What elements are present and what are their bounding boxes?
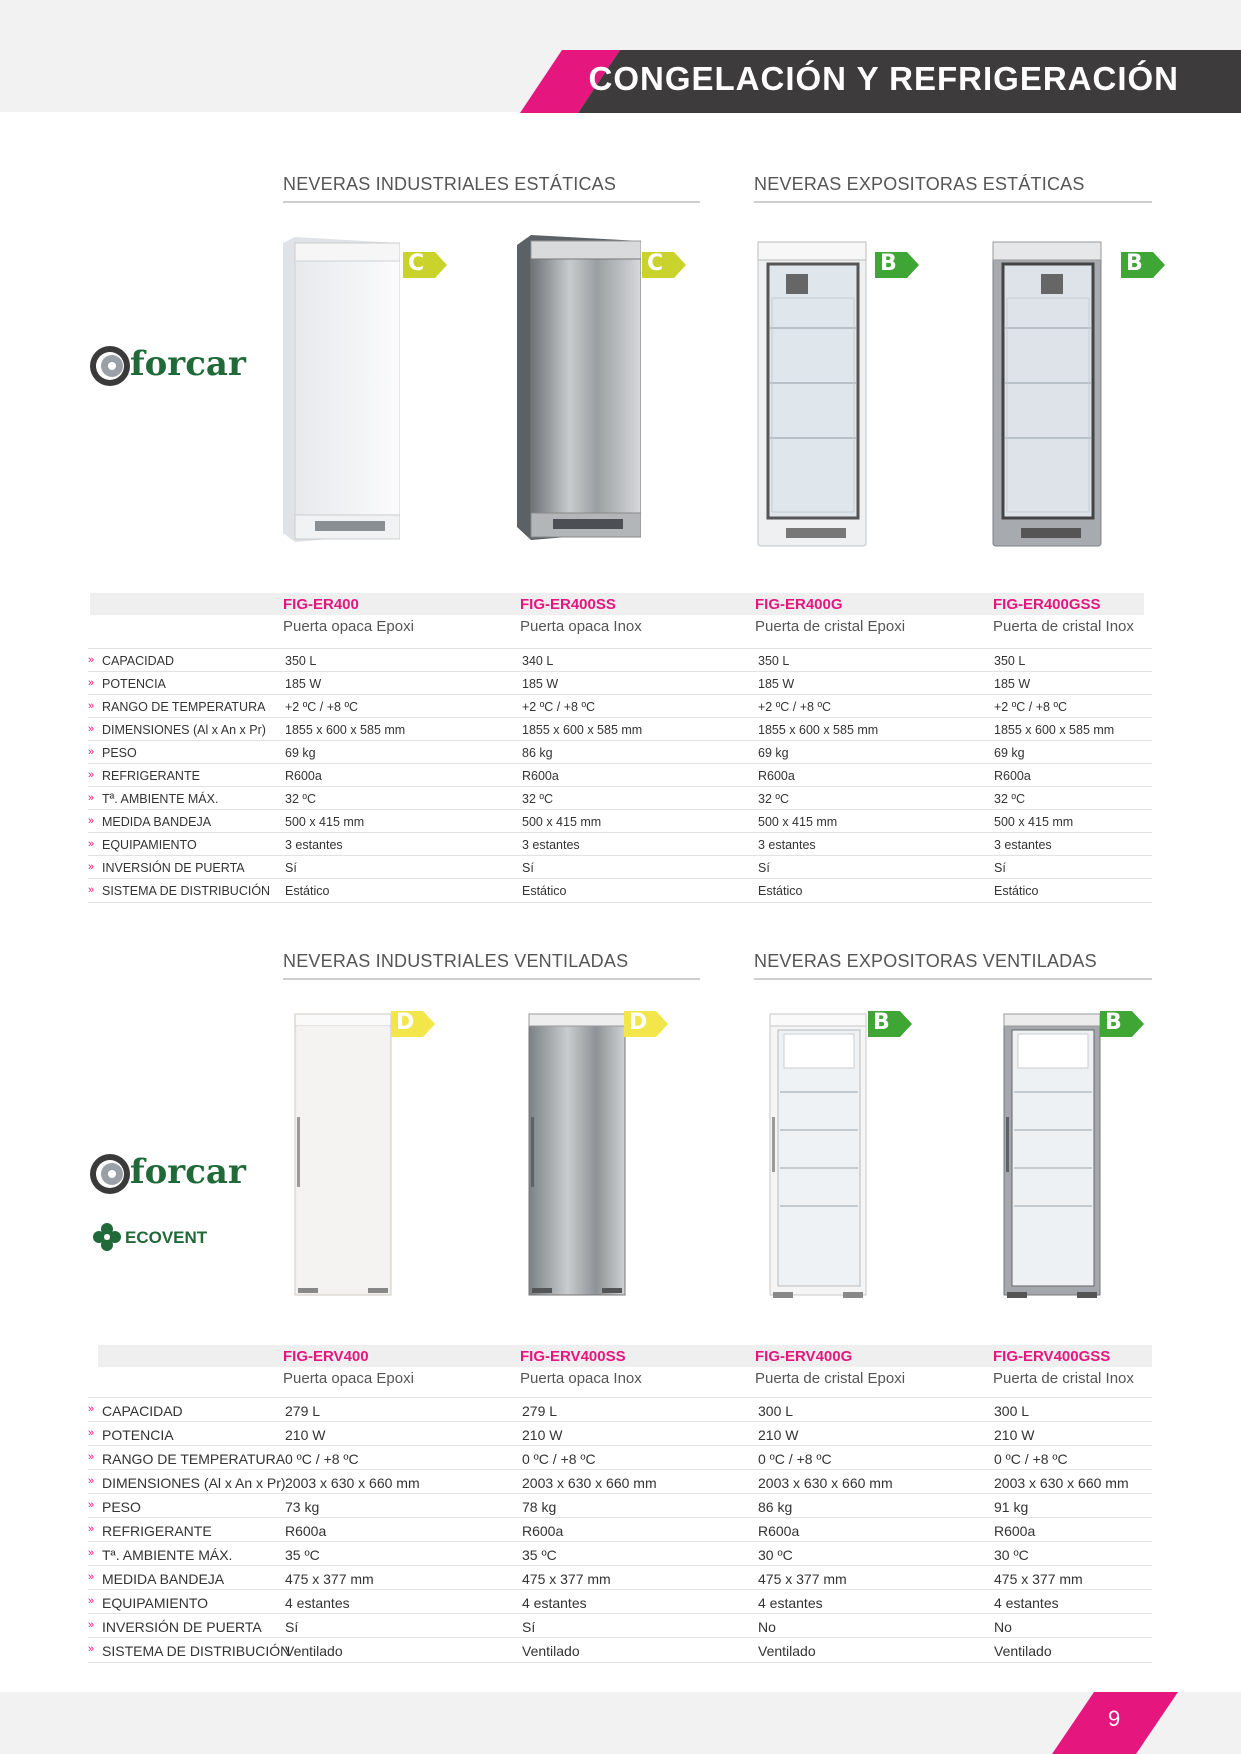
spec-row: » MEDIDA BANDEJA 500 x 415 mm 500 x 415 mm 500 x 415 mm 500 x 415 mm — [88, 809, 1152, 833]
fridge-erv400ss-image — [527, 1012, 627, 1297]
spec-header-background — [90, 593, 1144, 615]
model-description: Puerta de cristal Epoxi — [755, 1370, 906, 1387]
energy-label-c: C — [403, 252, 447, 278]
forcar-logo-icon — [88, 344, 132, 388]
spec-row: » POTENCIA 185 W 185 W 185 W 185 W — [88, 671, 1152, 695]
spec-row: » DIMENSIONES (Al x An x Pr) 1855 x 600 x 585 mm 1855 x 600 x 585 mm 1855 x 600 x 585 mm 1855 x 600 x 585 mm — [88, 717, 1152, 741]
spec-row: » SISTEMA DE DISTRIBUCIÓN Estático Estático Estático Estático — [88, 878, 1152, 903]
model-name: FIG-ER400SS — [520, 596, 616, 613]
fridge-erv400g-image — [768, 1012, 868, 1300]
spec-row: » EQUIPAMIENTO 4 estantes 4 estantes 4 estantes 4 estantes — [88, 1589, 1152, 1614]
model-name: FIG-ERV400GSS — [993, 1348, 1111, 1365]
section-title-expositoras-ventiladas: NEVERAS EXPOSITORAS VENTILADAS — [754, 951, 1097, 971]
energy-label-d: D — [391, 1011, 435, 1037]
page-title: CONGELACIÓN Y REFRIGERACIÓN — [588, 60, 1179, 97]
energy-label-b: B — [868, 1011, 912, 1037]
section-title-industriales-estaticas: NEVERAS INDUSTRIALES ESTÁTICAS — [283, 174, 617, 194]
model-name: FIG-ERV400SS — [520, 1348, 626, 1365]
forcar-logo-text: forcar — [130, 1152, 246, 1192]
spec-row: » PESO 73 kg 78 kg 86 kg 91 kg — [88, 1493, 1152, 1518]
spec-row: » Tª. AMBIENTE MÁX. 32 ºC 32 ºC 32 ºC 32 ºC — [88, 786, 1152, 810]
fridge-er400-image — [275, 237, 400, 542]
forcar-logo — [88, 1152, 248, 1196]
fridge-er400gss-image — [991, 238, 1103, 550]
section-divider — [283, 201, 700, 203]
spec-row: » CAPACIDAD 279 L 279 L 300 L 300 L — [88, 1397, 1152, 1422]
spec-row: » EQUIPAMIENTO 3 estantes 3 estantes 3 estantes 3 estantes — [88, 832, 1152, 856]
spec-row: » DIMENSIONES (Al x An x Pr) 2003 x 630 x 660 mm 2003 x 630 x 660 mm 2003 x 630 x 660 mm 2003 x 630 x 660 mm — [88, 1469, 1152, 1494]
fan-icon — [92, 1222, 122, 1252]
header-banner — [520, 50, 1241, 113]
section-title-industriales-ventiladas: NEVERAS INDUSTRIALES VENTILADAS — [283, 951, 629, 971]
spec-row: » INVERSIÓN DE PUERTA Sí Sí No No — [88, 1613, 1152, 1638]
energy-label-c: C — [642, 252, 686, 278]
page-number: 9 — [1108, 1706, 1121, 1731]
spec-row: » CAPACIDAD 350 L 340 L 350 L 350 L — [88, 648, 1152, 672]
model-description: Puerta opaca Epoxi — [283, 618, 414, 635]
spec-row: » RANGO DE TEMPERATURA 0 ºC / +8 ºC 0 ºC / +8 ºC 0 ºC / +8 ºC 0 ºC / +8 ºC — [88, 1445, 1152, 1470]
fridge-erv400-image — [293, 1012, 393, 1297]
model-name: FIG-ER400 — [283, 596, 359, 613]
model-name: FIG-ERV400G — [755, 1348, 853, 1365]
page-number-tab — [0, 1692, 1241, 1754]
section-divider — [283, 978, 700, 980]
model-description: Puerta opaca Epoxi — [283, 1370, 414, 1387]
fridge-er400g-image — [756, 238, 868, 550]
energy-label-d: D — [624, 1011, 668, 1037]
model-description: Puerta opaca Inox — [520, 618, 642, 635]
ecovent-logo — [92, 1222, 232, 1252]
spec-row: » REFRIGERANTE R600a R600a R600a R600a — [88, 763, 1152, 787]
model-description: Puerta opaca Inox — [520, 1370, 642, 1387]
model-name: FIG-ER400GSS — [993, 596, 1101, 613]
forcar-logo-text: forcar — [130, 344, 246, 384]
energy-label-b: B — [1100, 1011, 1144, 1037]
forcar-logo — [88, 344, 248, 388]
fridge-erv400gss-image — [1002, 1012, 1102, 1300]
spec-row: » PESO 69 kg 86 kg 69 kg 69 kg — [88, 740, 1152, 764]
model-name: FIG-ERV400 — [283, 1348, 369, 1365]
section-divider — [754, 978, 1152, 980]
model-description: Puerta de cristal Epoxi — [755, 618, 906, 635]
ecovent-logo-text: ECOVENT — [125, 1228, 208, 1247]
model-description: Puerta de cristal Inox — [993, 1370, 1134, 1387]
forcar-logo-icon — [88, 1152, 132, 1196]
spec-row: » INVERSIÓN DE PUERTA Sí Sí Sí Sí — [88, 855, 1152, 879]
section-divider — [754, 201, 1152, 203]
spec-row: » MEDIDA BANDEJA 475 x 377 mm 475 x 377 mm 475 x 377 mm 475 x 377 mm — [88, 1565, 1152, 1590]
spec-row: » RANGO DE TEMPERATURA +2 ºC / +8 ºC +2 ºC / +8 ºC +2 ºC / +8 ºC +2 ºC / +8 ºC — [88, 694, 1152, 718]
spec-row: » Tª. AMBIENTE MÁX. 35 ºC 35 ºC 30 ºC 30 ºC — [88, 1541, 1152, 1566]
spec-row: » REFRIGERANTE R600a R600a R600a R600a — [88, 1517, 1152, 1542]
model-name: FIG-ER400G — [755, 596, 843, 613]
fridge-er400ss-image — [513, 235, 641, 540]
energy-label-b: B — [875, 252, 919, 278]
spec-row: » SISTEMA DE DISTRIBUCIÓN Ventilado Ventilado Ventilado Ventilado — [88, 1637, 1152, 1663]
energy-label-b: B — [1121, 252, 1165, 278]
model-description: Puerta de cristal Inox — [993, 618, 1134, 635]
spec-row: » POTENCIA 210 W 210 W 210 W 210 W — [88, 1421, 1152, 1446]
section-title-expositoras-estaticas: NEVERAS EXPOSITORAS ESTÁTICAS — [754, 174, 1085, 194]
page-footer — [0, 1692, 1241, 1754]
